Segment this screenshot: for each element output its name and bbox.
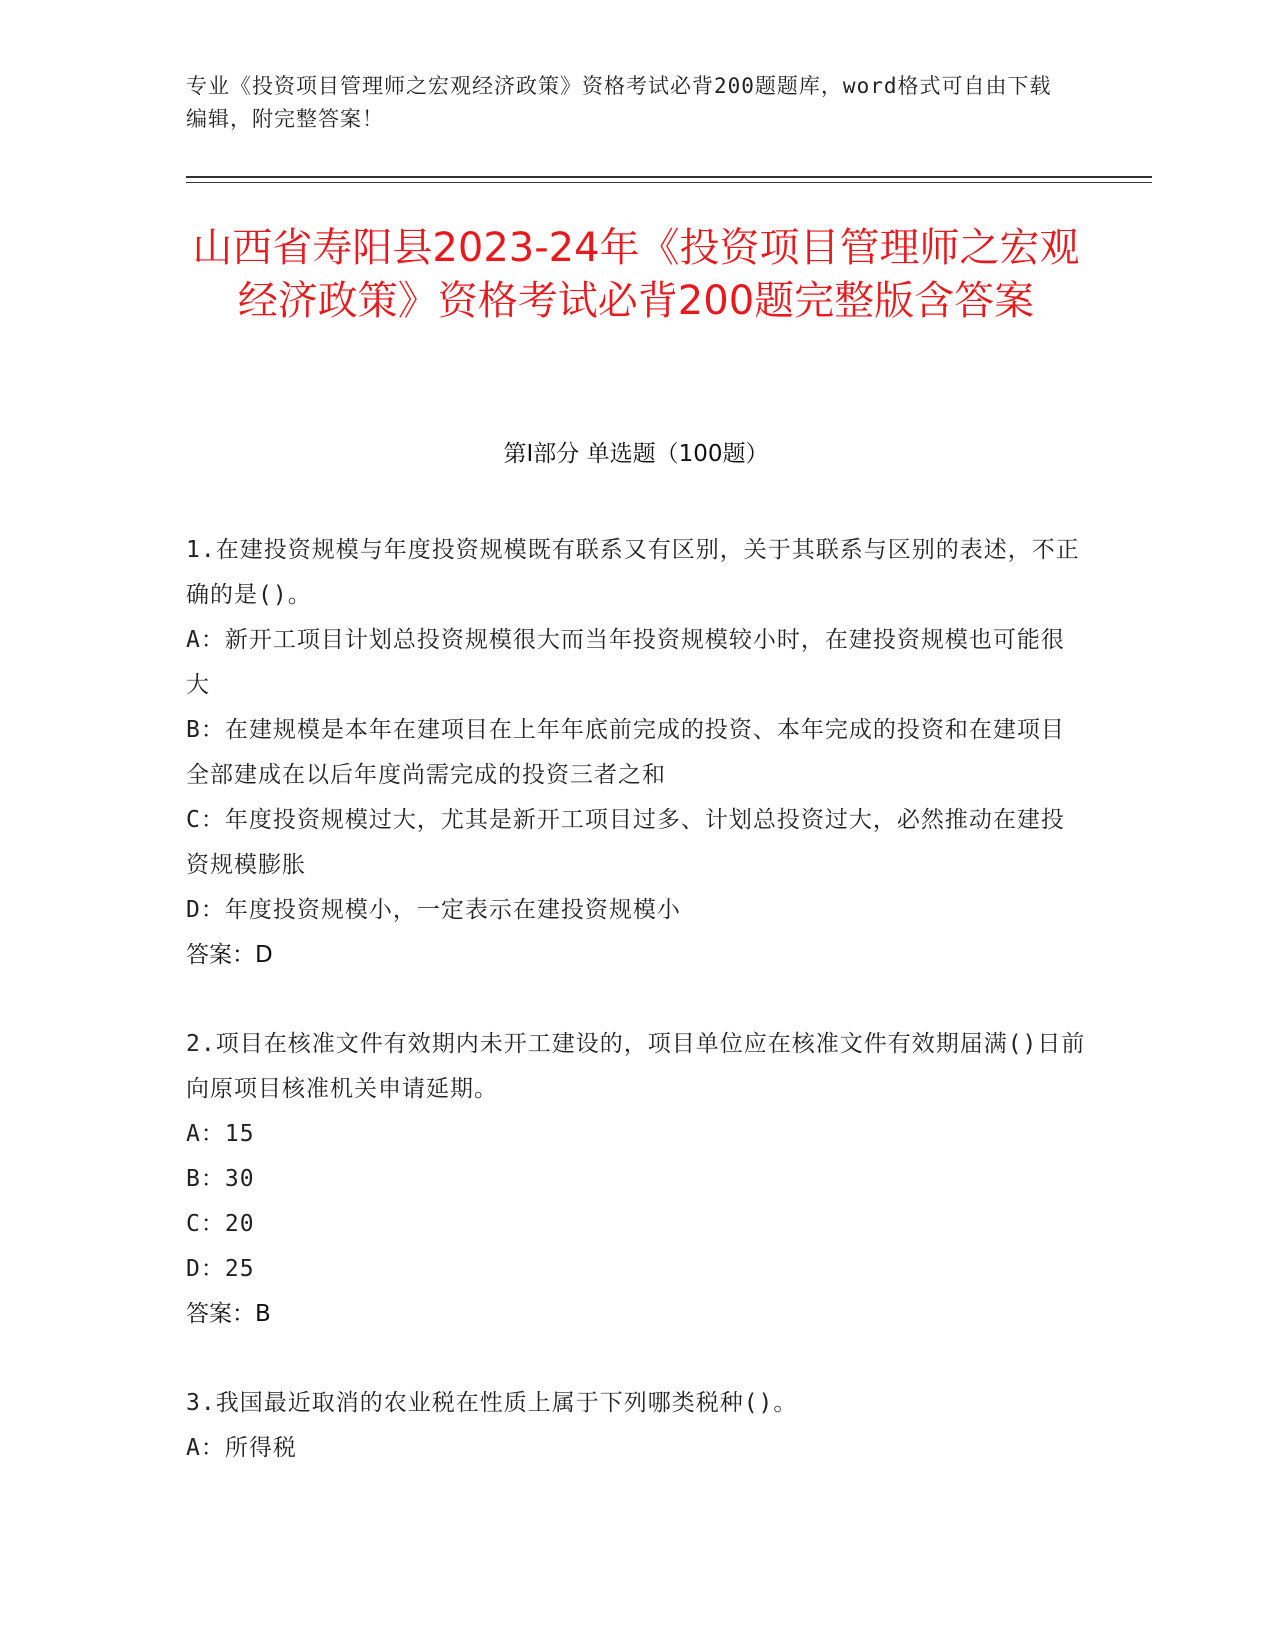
header-divider-thin [186,182,1152,183]
option-b: B：在建规模是本年在建项目在上年年底前完成的投资、本年完成的投资和在建项目全部建成在以后年度尚需完成的投资三者之和 [186,717,1065,788]
option-a: A：15 [186,1121,255,1147]
question-stem: 3.我国最近取消的农业税在性质上属于下列哪类税种()。 [186,1390,798,1416]
option-a: A：所得税 [186,1435,297,1461]
option-b: B：30 [186,1166,255,1192]
option-d: D：年度投资规模小，一定表示在建投资规模小 [186,897,681,923]
header-divider-thick [186,176,1152,178]
question-list [186,528,1086,1515]
header-note: 专业《投资项目管理师之宏观经济政策》资格考试必背200题题库，word格式可自由下载编辑，附完整答案！ [186,74,1052,131]
option-c: C：20 [186,1211,255,1237]
answer-line: 答案：B [186,1301,271,1327]
question-1 [186,528,1086,978]
question-stem: 1.在建投资规模与年度投资规模既有联系又有区别，关于其联系与区别的表述，不正确的是()。 [186,537,1080,608]
answer-line: 答案：D [186,942,273,968]
question-stem: 2.项目在核准文件有效期内未开工建设的，项目单位应在核准文件有效期届满()日前向原项目核准机关申请延期。 [186,1031,1086,1102]
question-3 [186,1381,1086,1471]
option-d: D：25 [186,1256,255,1282]
question-2 [186,1022,1086,1337]
option-c: C：年度投资规模过大，尤其是新开工项目过多、计划总投资过大，必然推动在建投资规模膨胀 [186,807,1065,878]
document-title: 山西省寿阳县2023-24年《投资项目管理师之宏观经济政策》资格考试必背200题完整版含答案 [192,225,1080,324]
section-heading: 第I部分 单选题（100题） [503,441,769,467]
option-a: A：新开工项目计划总投资规模很大而当年投资规模较小时，在建投资规模也可能很大 [186,627,1065,698]
